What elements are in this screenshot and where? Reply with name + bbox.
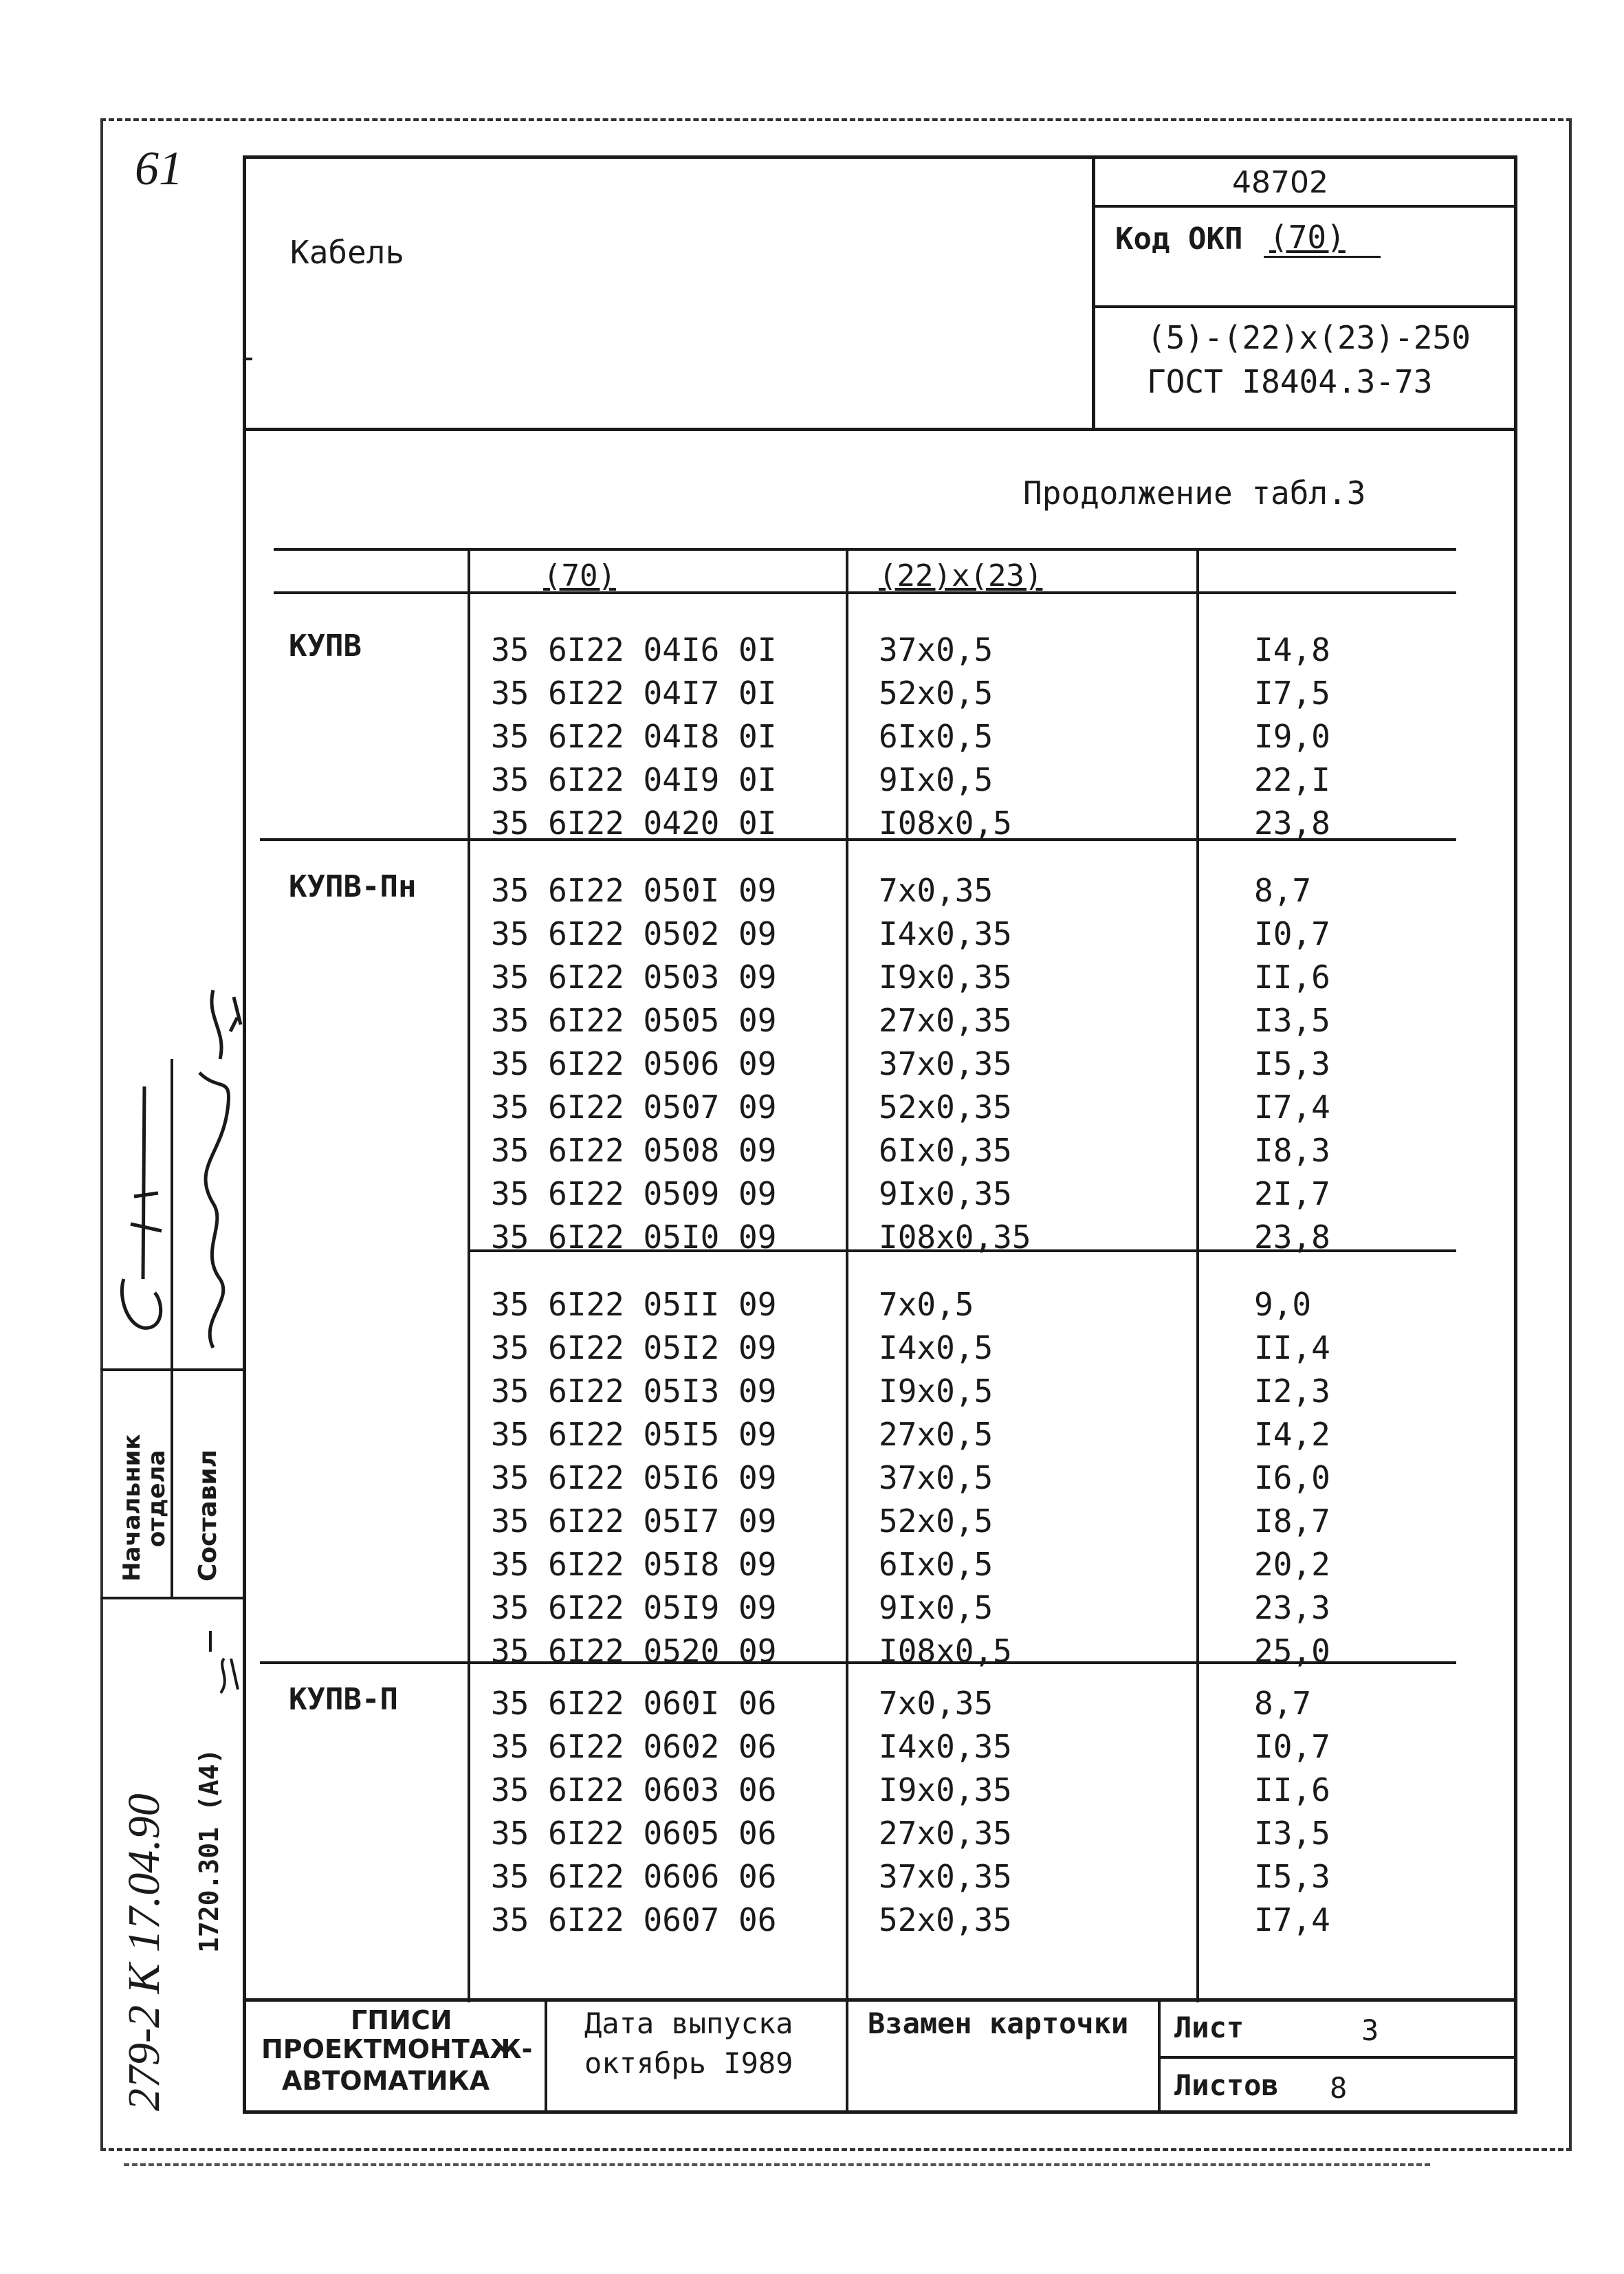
size-cell: I08x0,5 bbox=[879, 805, 1012, 842]
okp-code-cell: 35 6I22 0506 09 bbox=[491, 1045, 777, 1082]
document-code: 1720.301 (А4) bbox=[194, 1748, 224, 1953]
diameter-cell: I8,7 bbox=[1254, 1502, 1330, 1540]
okp-code-cell: 35 6I22 0507 09 bbox=[491, 1089, 777, 1126]
org-line-2: ПРОЕКТМОНТАЖ- bbox=[261, 2034, 533, 2064]
okp-code-cell: 35 6I22 060I 06 bbox=[491, 1685, 777, 1722]
okp-code-cell: 35 6I22 04I9 0I bbox=[491, 761, 777, 798]
size-cell: 52x0,35 bbox=[879, 1089, 1012, 1126]
okp-code-cell: 35 6I22 0508 09 bbox=[491, 1132, 777, 1169]
size-cell: 7x0,5 bbox=[879, 1286, 974, 1323]
diameter-cell: I3,5 bbox=[1254, 1815, 1330, 1852]
okp-code-cell: 35 6I22 05I8 09 bbox=[491, 1546, 777, 1583]
gost-standard: ГОСТ I8404.3-73 bbox=[1147, 363, 1433, 400]
head-of-department-label: Начальник bbox=[118, 1434, 146, 1582]
okp-value: (70) bbox=[1269, 219, 1346, 256]
diameter-cell: 23,8 bbox=[1254, 1218, 1330, 1256]
okp-code-cell: 35 6I22 0606 06 bbox=[491, 1858, 777, 1895]
size-cell: I4x0,35 bbox=[879, 1728, 1012, 1765]
diameter-cell: II,4 bbox=[1254, 1329, 1330, 1366]
diameter-cell: 9,0 bbox=[1254, 1286, 1312, 1323]
okp-code-cell: 35 6I22 0605 06 bbox=[491, 1815, 777, 1852]
diameter-cell: I0,7 bbox=[1254, 915, 1330, 952]
diameter-cell: 2I,7 bbox=[1254, 1175, 1330, 1212]
diameter-cell: I6,0 bbox=[1254, 1459, 1330, 1496]
size-cell: 6Ix0,5 bbox=[879, 718, 994, 755]
size-cell: I08x0,35 bbox=[879, 1218, 1031, 1256]
okp-code-cell: 35 6I22 0607 06 bbox=[491, 1901, 777, 1938]
group-mark: КУПВ-Пн bbox=[289, 869, 417, 904]
size-cell: 37x0,35 bbox=[879, 1858, 1012, 1895]
size-cell: I9x0,35 bbox=[879, 1771, 1012, 1808]
diameter-cell: 8,7 bbox=[1254, 1685, 1312, 1722]
size-cell: 6Ix0,35 bbox=[879, 1132, 1012, 1169]
replaces-label: Взамен карточки bbox=[868, 2007, 1129, 2040]
okp-code-cell: 35 6I22 05I5 09 bbox=[491, 1416, 777, 1453]
okp-code-cell: 35 6I22 05I3 09 bbox=[491, 1373, 777, 1410]
size-cell: 7x0,35 bbox=[879, 872, 994, 909]
sheets-value: 8 bbox=[1330, 2071, 1348, 2105]
okp-code-cell: 35 6I22 0502 09 bbox=[491, 915, 777, 952]
okp-code-cell: 35 6I22 0509 09 bbox=[491, 1175, 777, 1212]
okp-code-cell: 35 6I22 0520 09 bbox=[491, 1632, 777, 1670]
diameter-cell: 23,3 bbox=[1254, 1589, 1330, 1626]
diameter-cell: 22,I bbox=[1254, 761, 1330, 798]
release-value: октябрь I989 bbox=[584, 2046, 793, 2080]
head-of-department-label: отдела bbox=[143, 1450, 171, 1547]
diameter-cell: I7,5 bbox=[1254, 675, 1330, 712]
diameter-cell: I3,5 bbox=[1254, 1002, 1330, 1039]
signature-compiler bbox=[172, 976, 248, 1362]
okp-code-cell: 35 6I22 0603 06 bbox=[491, 1771, 777, 1808]
org-line-3: АВТОМАТИКА bbox=[282, 2066, 490, 2096]
size-cell: 9Ix0,5 bbox=[879, 761, 994, 798]
size-cell: I4x0,35 bbox=[879, 915, 1012, 952]
diameter-cell: II,6 bbox=[1254, 959, 1330, 996]
diameter-cell: 8,7 bbox=[1254, 872, 1312, 909]
size-cell: 9Ix0,5 bbox=[879, 1589, 994, 1626]
sheet-label: Лист bbox=[1174, 2011, 1244, 2044]
okp-label: Код ОКП bbox=[1115, 221, 1243, 256]
cable-title: Кабель bbox=[290, 234, 405, 271]
group-mark: КУПВ-П bbox=[289, 1682, 398, 1717]
diameter-cell: I7,4 bbox=[1254, 1901, 1330, 1938]
okp-code-cell: 35 6I22 05I2 09 bbox=[491, 1329, 777, 1366]
signature-head bbox=[103, 1073, 172, 1362]
group-mark: КУПВ bbox=[289, 628, 362, 664]
size-cell: 52x0,5 bbox=[879, 1502, 994, 1540]
okp-code-cell: 35 6I22 0602 06 bbox=[491, 1728, 777, 1765]
diameter-cell: I8,3 bbox=[1254, 1132, 1330, 1169]
diameter-cell: I4,8 bbox=[1254, 631, 1330, 668]
diameter-cell: 20,2 bbox=[1254, 1546, 1330, 1583]
diameter-cell: 23,8 bbox=[1254, 805, 1330, 842]
okp-code-cell: 35 6I22 0505 09 bbox=[491, 1002, 777, 1039]
signature-date-mark bbox=[204, 1624, 245, 1700]
sheets-label: Листов bbox=[1174, 2068, 1279, 2102]
okp-code-cell: 35 6I22 04I8 0I bbox=[491, 718, 777, 755]
size-cell: 37x0,5 bbox=[879, 1459, 994, 1496]
size-cell: I9x0,35 bbox=[879, 959, 1012, 996]
okp-code-cell: 35 6I22 05I7 09 bbox=[491, 1502, 777, 1540]
okp-code-cell: 35 6I22 04I7 0I bbox=[491, 675, 777, 712]
size-cell: 37x0,35 bbox=[879, 1045, 1012, 1082]
okp-code-cell: 35 6I22 050I 09 bbox=[491, 872, 777, 909]
okp-code-cell: 35 6I22 05I0 09 bbox=[491, 1218, 777, 1256]
size-cell: I4x0,5 bbox=[879, 1329, 994, 1366]
diameter-cell: 25,0 bbox=[1254, 1632, 1330, 1670]
diameter-cell: I4,2 bbox=[1254, 1416, 1330, 1453]
okp-code-cell: 35 6I22 05I6 09 bbox=[491, 1459, 777, 1496]
card-number: 48702 bbox=[1232, 165, 1328, 200]
okp-code-cell: 35 6I22 05I9 09 bbox=[491, 1589, 777, 1626]
size-cell: 52x0,35 bbox=[879, 1901, 1012, 1938]
size-cell: 37x0,5 bbox=[879, 631, 994, 668]
okp-code-cell: 35 6I22 0503 09 bbox=[491, 959, 777, 996]
page-number: 61 bbox=[135, 142, 183, 195]
bottom-dashed-rule bbox=[124, 2163, 1430, 2166]
size-cell: 27x0,35 bbox=[879, 1002, 1012, 1039]
sheet-value: 3 bbox=[1361, 2013, 1379, 2047]
size-cell: 27x0,5 bbox=[879, 1416, 994, 1453]
col-header-size: (22)x(23) bbox=[879, 558, 1043, 593]
size-cell: I9x0,5 bbox=[879, 1373, 994, 1410]
diameter-cell: I0,7 bbox=[1254, 1728, 1330, 1765]
size-cell: 9Ix0,35 bbox=[879, 1175, 1012, 1212]
diameter-cell: I5,3 bbox=[1254, 1858, 1330, 1895]
okp-code-cell: 35 6I22 04I6 0I bbox=[491, 631, 777, 668]
org-line-1: ГПИСИ bbox=[351, 2005, 452, 2035]
compiled-by-label: Составил bbox=[194, 1449, 222, 1582]
release-label: Дата выпуска bbox=[584, 2007, 793, 2040]
size-cell: 7x0,35 bbox=[879, 1685, 994, 1722]
designation-formula: (5)-(22)x(23)-250 bbox=[1147, 319, 1471, 356]
diameter-cell: I5,3 bbox=[1254, 1045, 1330, 1082]
continuation-label: Продолжение табл.3 bbox=[1023, 474, 1366, 512]
diameter-cell: II,6 bbox=[1254, 1771, 1330, 1808]
size-cell: I08x0,5 bbox=[879, 1632, 1012, 1670]
diameter-cell: I7,4 bbox=[1254, 1089, 1330, 1126]
size-cell: 6Ix0,5 bbox=[879, 1546, 994, 1583]
registration-stamp: 279-2 К 17.04.90 bbox=[119, 1793, 169, 2111]
okp-code-cell: 35 6I22 05II 09 bbox=[491, 1286, 777, 1323]
diameter-cell: I9,0 bbox=[1254, 718, 1330, 755]
okp-code-cell: 35 6I22 0420 0I bbox=[491, 805, 777, 842]
diameter-cell: I2,3 bbox=[1254, 1373, 1330, 1410]
size-cell: 52x0,5 bbox=[879, 675, 994, 712]
size-cell: 27x0,35 bbox=[879, 1815, 1012, 1852]
col-header-okp: (70) bbox=[543, 558, 616, 593]
